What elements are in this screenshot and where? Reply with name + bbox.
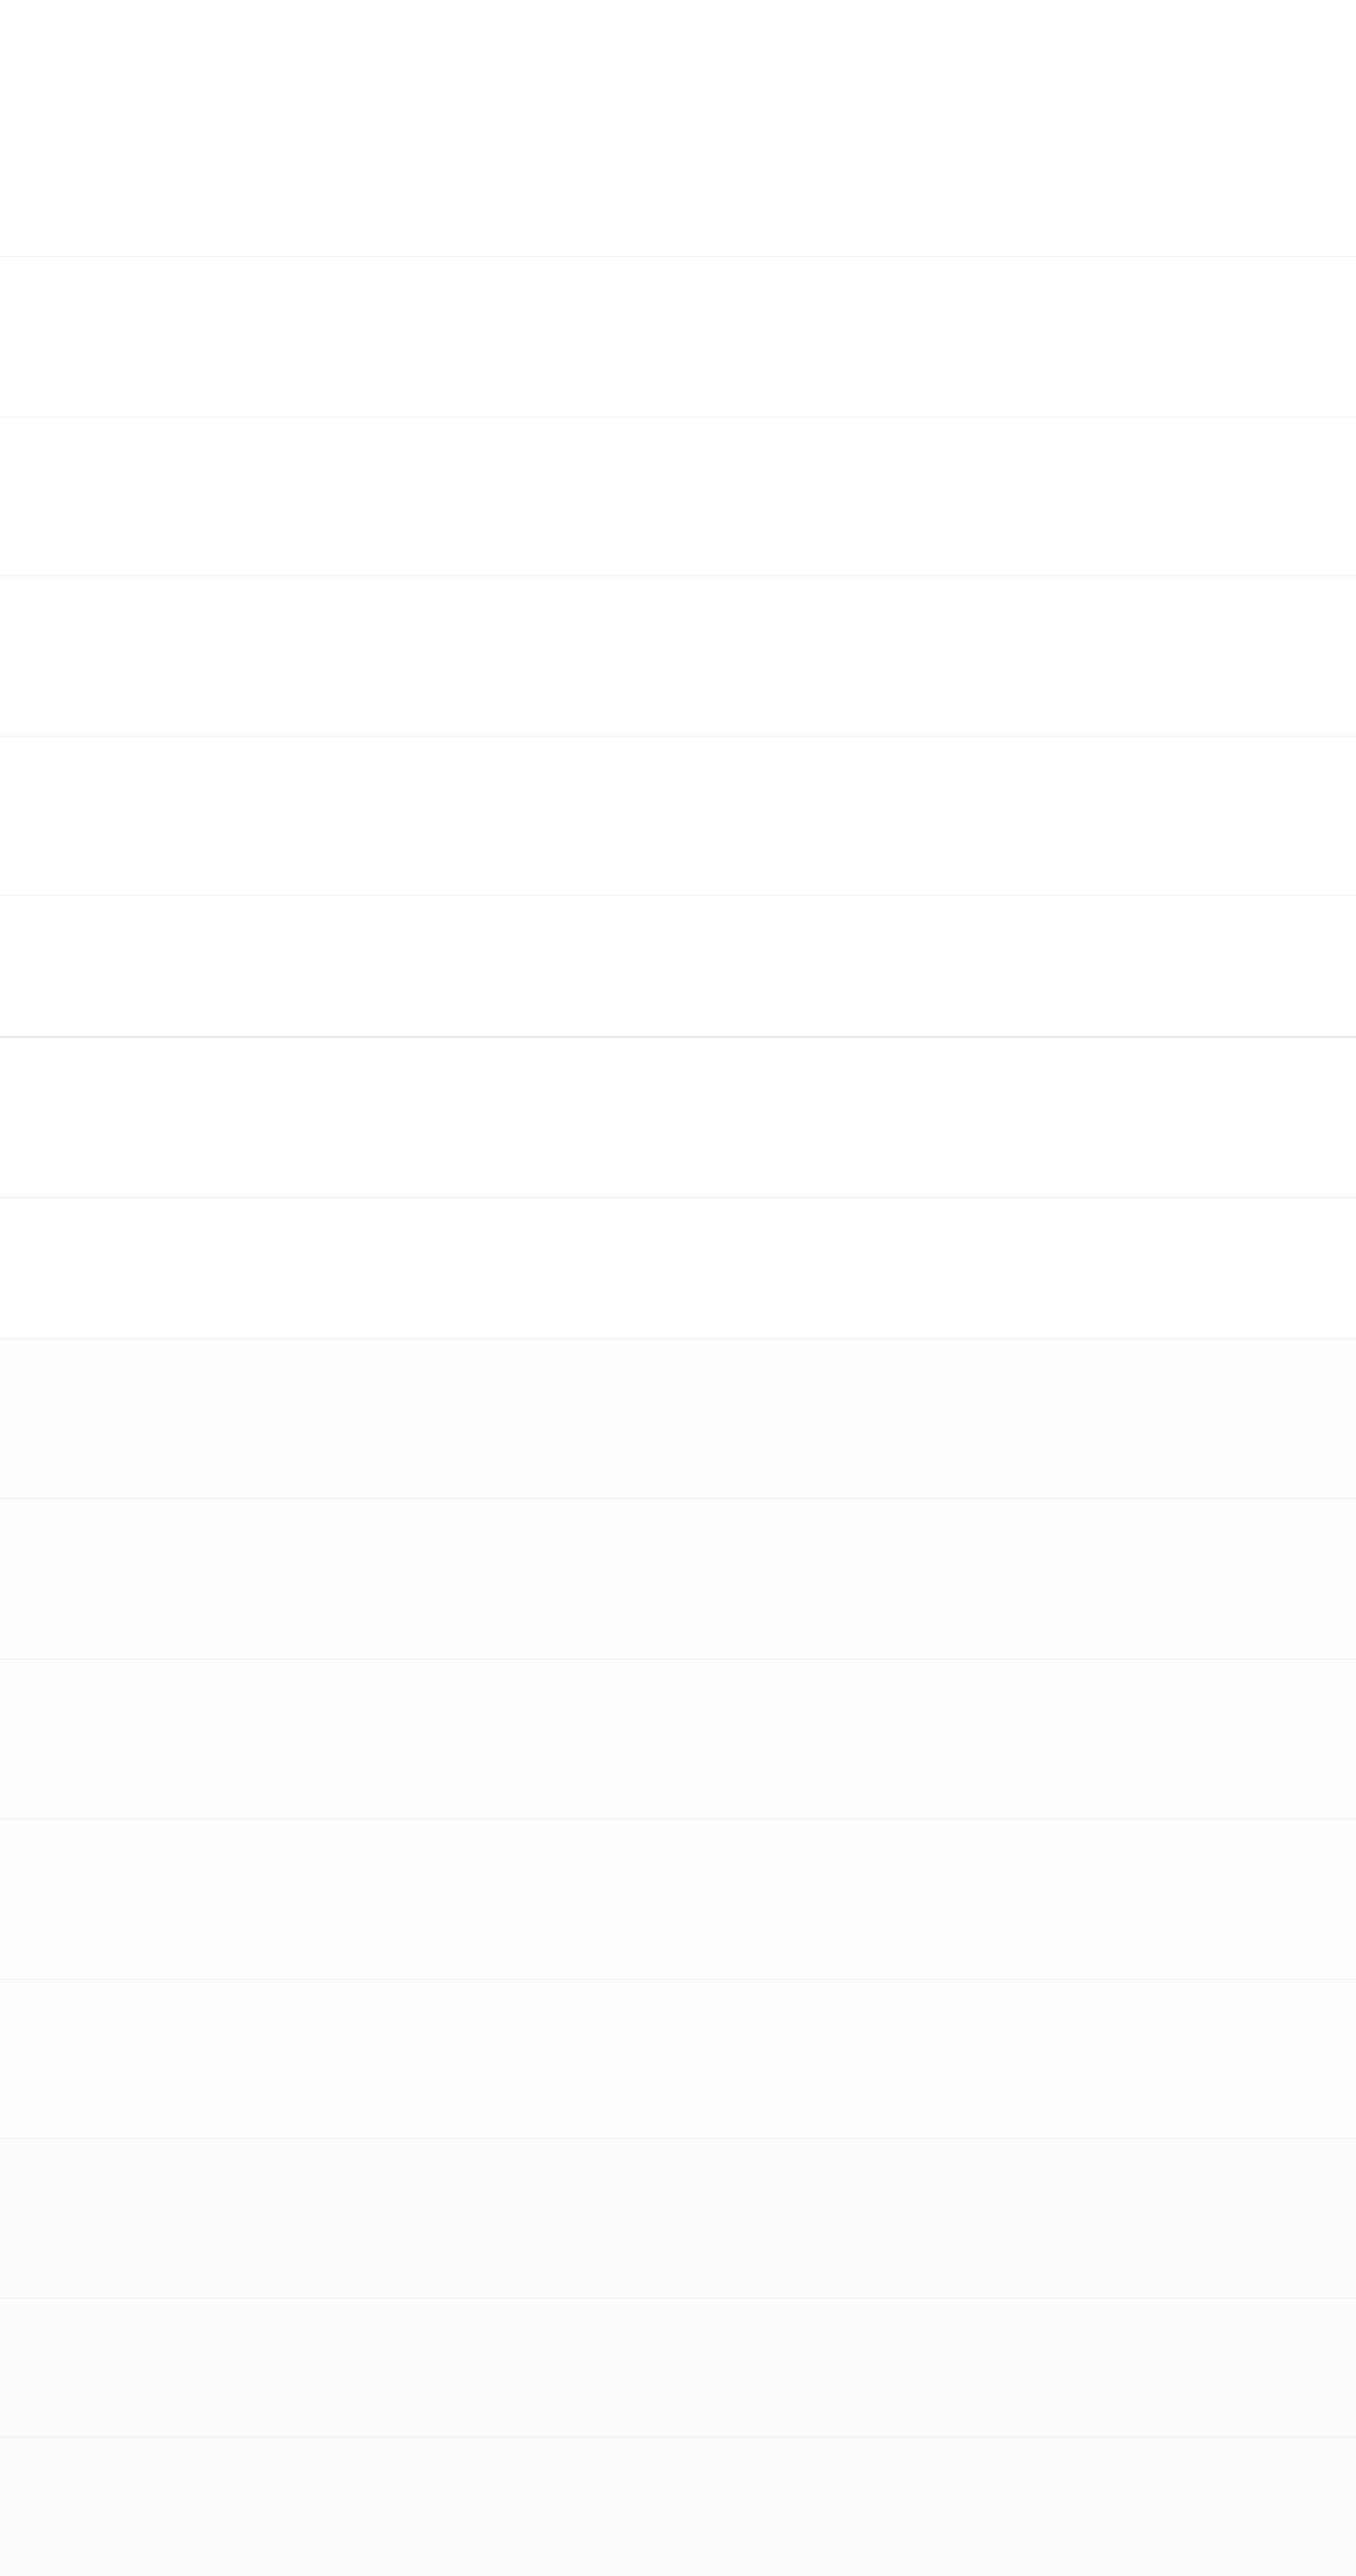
list-row[interactable] [0,895,1356,1036]
list-row[interactable] [0,736,1356,895]
list-row[interactable] [0,1979,1356,2138]
list-row[interactable] [0,2438,1356,2576]
list-row[interactable] [0,256,1356,417]
list-row[interactable] [0,1338,1356,1498]
list-row[interactable] [0,1036,1356,1197]
list-row[interactable] [0,1498,1356,1659]
list-row[interactable] [0,1818,1356,1979]
row-list [0,256,1356,2576]
list-row[interactable] [0,417,1356,576]
list-row[interactable] [0,1659,1356,1818]
list-row[interactable] [0,1197,1356,1338]
list-row[interactable] [0,576,1356,736]
blank-header-area [0,0,1356,256]
list-row[interactable] [0,2298,1356,2438]
list-row[interactable] [0,2138,1356,2298]
bottom-divider [0,2436,1356,2437]
